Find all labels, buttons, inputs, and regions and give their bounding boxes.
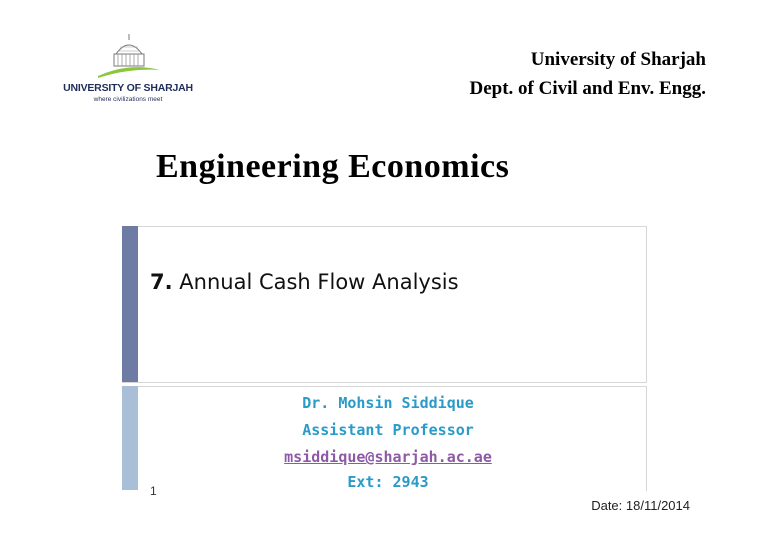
logo-name: UNIVERSITY OF SHARJAH xyxy=(63,82,193,94)
author-accent-bar xyxy=(122,386,138,490)
lecture-title xyxy=(150,270,459,294)
author-position: Assistant Professor xyxy=(302,421,474,439)
university-name: University of Sharjah xyxy=(530,49,706,70)
author-extension: Ext: 2943 xyxy=(347,473,429,491)
slide-date: Date: 18/11/2014 xyxy=(591,498,690,513)
logo-tagline: where civilizations meet xyxy=(93,96,163,103)
author-name: Dr. Mohsin Siddique xyxy=(302,394,474,412)
lecture-number: 7. xyxy=(150,270,173,294)
author-email-link[interactable]: msiddique@sharjah.ac.ae xyxy=(284,448,492,466)
university-logo xyxy=(62,32,194,124)
title-accent-bar xyxy=(122,226,138,382)
slide-number: 1 xyxy=(150,484,157,498)
course-title: Engineering Economics xyxy=(156,148,510,185)
title-box xyxy=(122,226,647,383)
department-name: Dept. of Civil and Env. Engg. xyxy=(469,78,706,99)
lecture-name: Annual Cash Flow Analysis xyxy=(179,270,459,294)
dome-icon xyxy=(94,32,164,82)
